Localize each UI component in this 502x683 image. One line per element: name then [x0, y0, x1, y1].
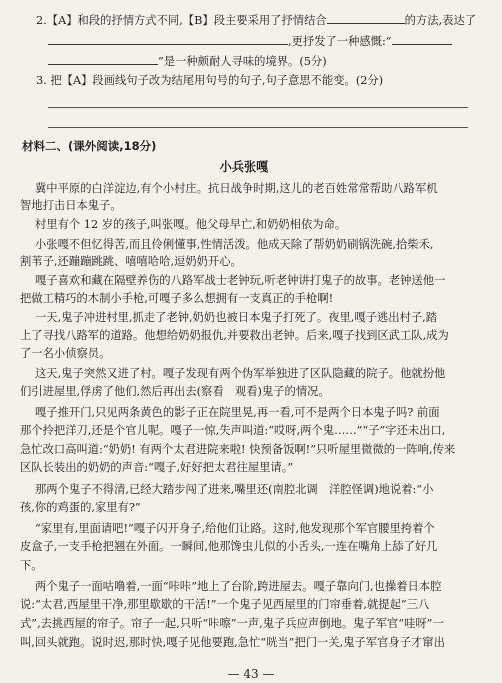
page-number: — 43 —: [227, 667, 275, 681]
story-line: 那两个鬼子不得清,已经大踏步闯了进来,嘴里还(南腔北调 洋腔怪调)地说着:“小: [35, 483, 434, 496]
q2-blank-2[interactable]: [48, 33, 288, 45]
answer-line-1[interactable]: [48, 107, 468, 108]
question-2-line-2: [48, 33, 452, 49]
story-line: 式”,去挑西屋的帘子。帘子一起,只听“咔嚓”一声,鬼子兵应声倒地。鬼子军官“哇呀”一: [20, 617, 444, 630]
q2-blank-3[interactable]: [392, 33, 452, 45]
question-3: 3. 把【A】段画线句子改为结尾用句号的句子,句子意思不能变。(2分): [36, 74, 384, 87]
answer-line-2[interactable]: [48, 127, 468, 128]
story-line: 急忙改口高叫道:“奶奶! 有两个太君进院来啦! 快预备饭啊!”只听屋里微微的一阵响,传来: [20, 443, 456, 456]
story-line: 下。: [20, 559, 43, 572]
story-line: 嘎子喜欢和藏在隔壁养伤的八路军战士老钟玩,听老钟讲打鬼子的故事。老钟送他一: [35, 274, 446, 287]
story-line: 村里有个 12 岁的孩子,叫张嘎。他父母早亡,和奶奶相依为命。: [35, 218, 347, 231]
story-line: 叫,回头就跑。说时迟,那时快,嘎子见他要跑,急忙“咣当”把门一关,鬼子军官身子才窜出: [20, 636, 445, 649]
question-2-line-3: [48, 53, 327, 69]
q2-blank-1[interactable]: [327, 12, 405, 24]
story-line: “家里有,里面请吧!”嘎子闪开身子,给他们让路。这时,他发现那个军官腰里挎着个: [35, 522, 435, 535]
q2-text-a: 2.【A】和段的抒情方式不同,【B】段主要采用了抒情结合: [36, 14, 327, 27]
story-line: 一天,鬼子冲进村里,抓走了老钟,奶奶也被日本鬼子打死了。夜里,嘎子逃出村子,踏: [35, 311, 438, 324]
story-line: 嘎子推开门,只见两条黄色的影子正在院里晃,再一看,可不是两个日本鬼子吗? 前面: [35, 406, 440, 419]
story-line: 智地打击日本鬼子。: [20, 199, 122, 212]
q2-blank-4[interactable]: [48, 53, 158, 65]
story-line: 把做工精巧的木制小手枪,可嘎子多么想拥有一支真正的手枪啊!: [20, 292, 334, 305]
q2-text-d: ”是一种颇耐人寻味的境界。(5分): [158, 55, 327, 68]
question-2-line-1: [36, 12, 476, 28]
story-line: 了一名小侦察员。: [20, 347, 111, 360]
story-line: 孩,你的鸡蛋的,家里有?”: [20, 501, 141, 514]
story-line: 区队长装出的奶奶的声音:“嘎子,好好把太君往屋里请。”: [20, 461, 294, 474]
story-title: 小兵张嘎: [219, 159, 269, 174]
story-line: 们引进屋里,俘虏了他们,然后再出去(察看 观看)鬼子的情况。: [20, 385, 330, 398]
story-line: 说:“太君,西屋里干净,那里歇歇的干活!”一个鬼子见西屋里的门帘垂着,就提起“三八: [20, 598, 430, 611]
q2-text-b: 的方法,表达了: [404, 14, 477, 27]
story-line: 皮盒子,一支手枪把翘在外面。一瞬间,他那馋虫儿似的小舌头,一连在嘴角上舔了好几: [20, 540, 438, 553]
section-heading: 材料二、(课外阅读,18分): [22, 139, 157, 153]
story-line: 那个拎把洋刀,还是个官儿呢。嘎子一惊,失声叫道:“哎呀,两个鬼……”“子”字还未出口,: [20, 424, 446, 437]
story-line: 上了寻找八路军的道路。他想给奶奶报仇,并要救出老钟。后来,嘎子找到区武工队,成为: [20, 329, 449, 342]
q2-text-c: ,更抒发了一种感慨:“: [288, 35, 392, 48]
story-line: 两个鬼子一面咕噜着,一面“咔咔”地上了台阶,跨进屋去。嘎子靠向门,也操着日本腔: [35, 580, 442, 593]
story-line: 割苇子,还蹦蹦跳跳、嘻嘻哈哈,逗奶奶开心。: [20, 255, 242, 268]
story-line: 冀中平原的白洋淀边,有个小村庄。抗日战争时期,这儿的老百姓常常帮助八路军机: [35, 182, 438, 195]
story-line: 这天,鬼子突然又进了村。嘎子发现有两个伪军举独进了区队隐藏的院子。他就扮他: [35, 367, 446, 380]
story-line: 小张嘎不但忆得苦,而且伶俐懂事,性情活泼。他成天除了帮奶奶刷锅洗碗,拾柴禾,: [35, 238, 434, 251]
